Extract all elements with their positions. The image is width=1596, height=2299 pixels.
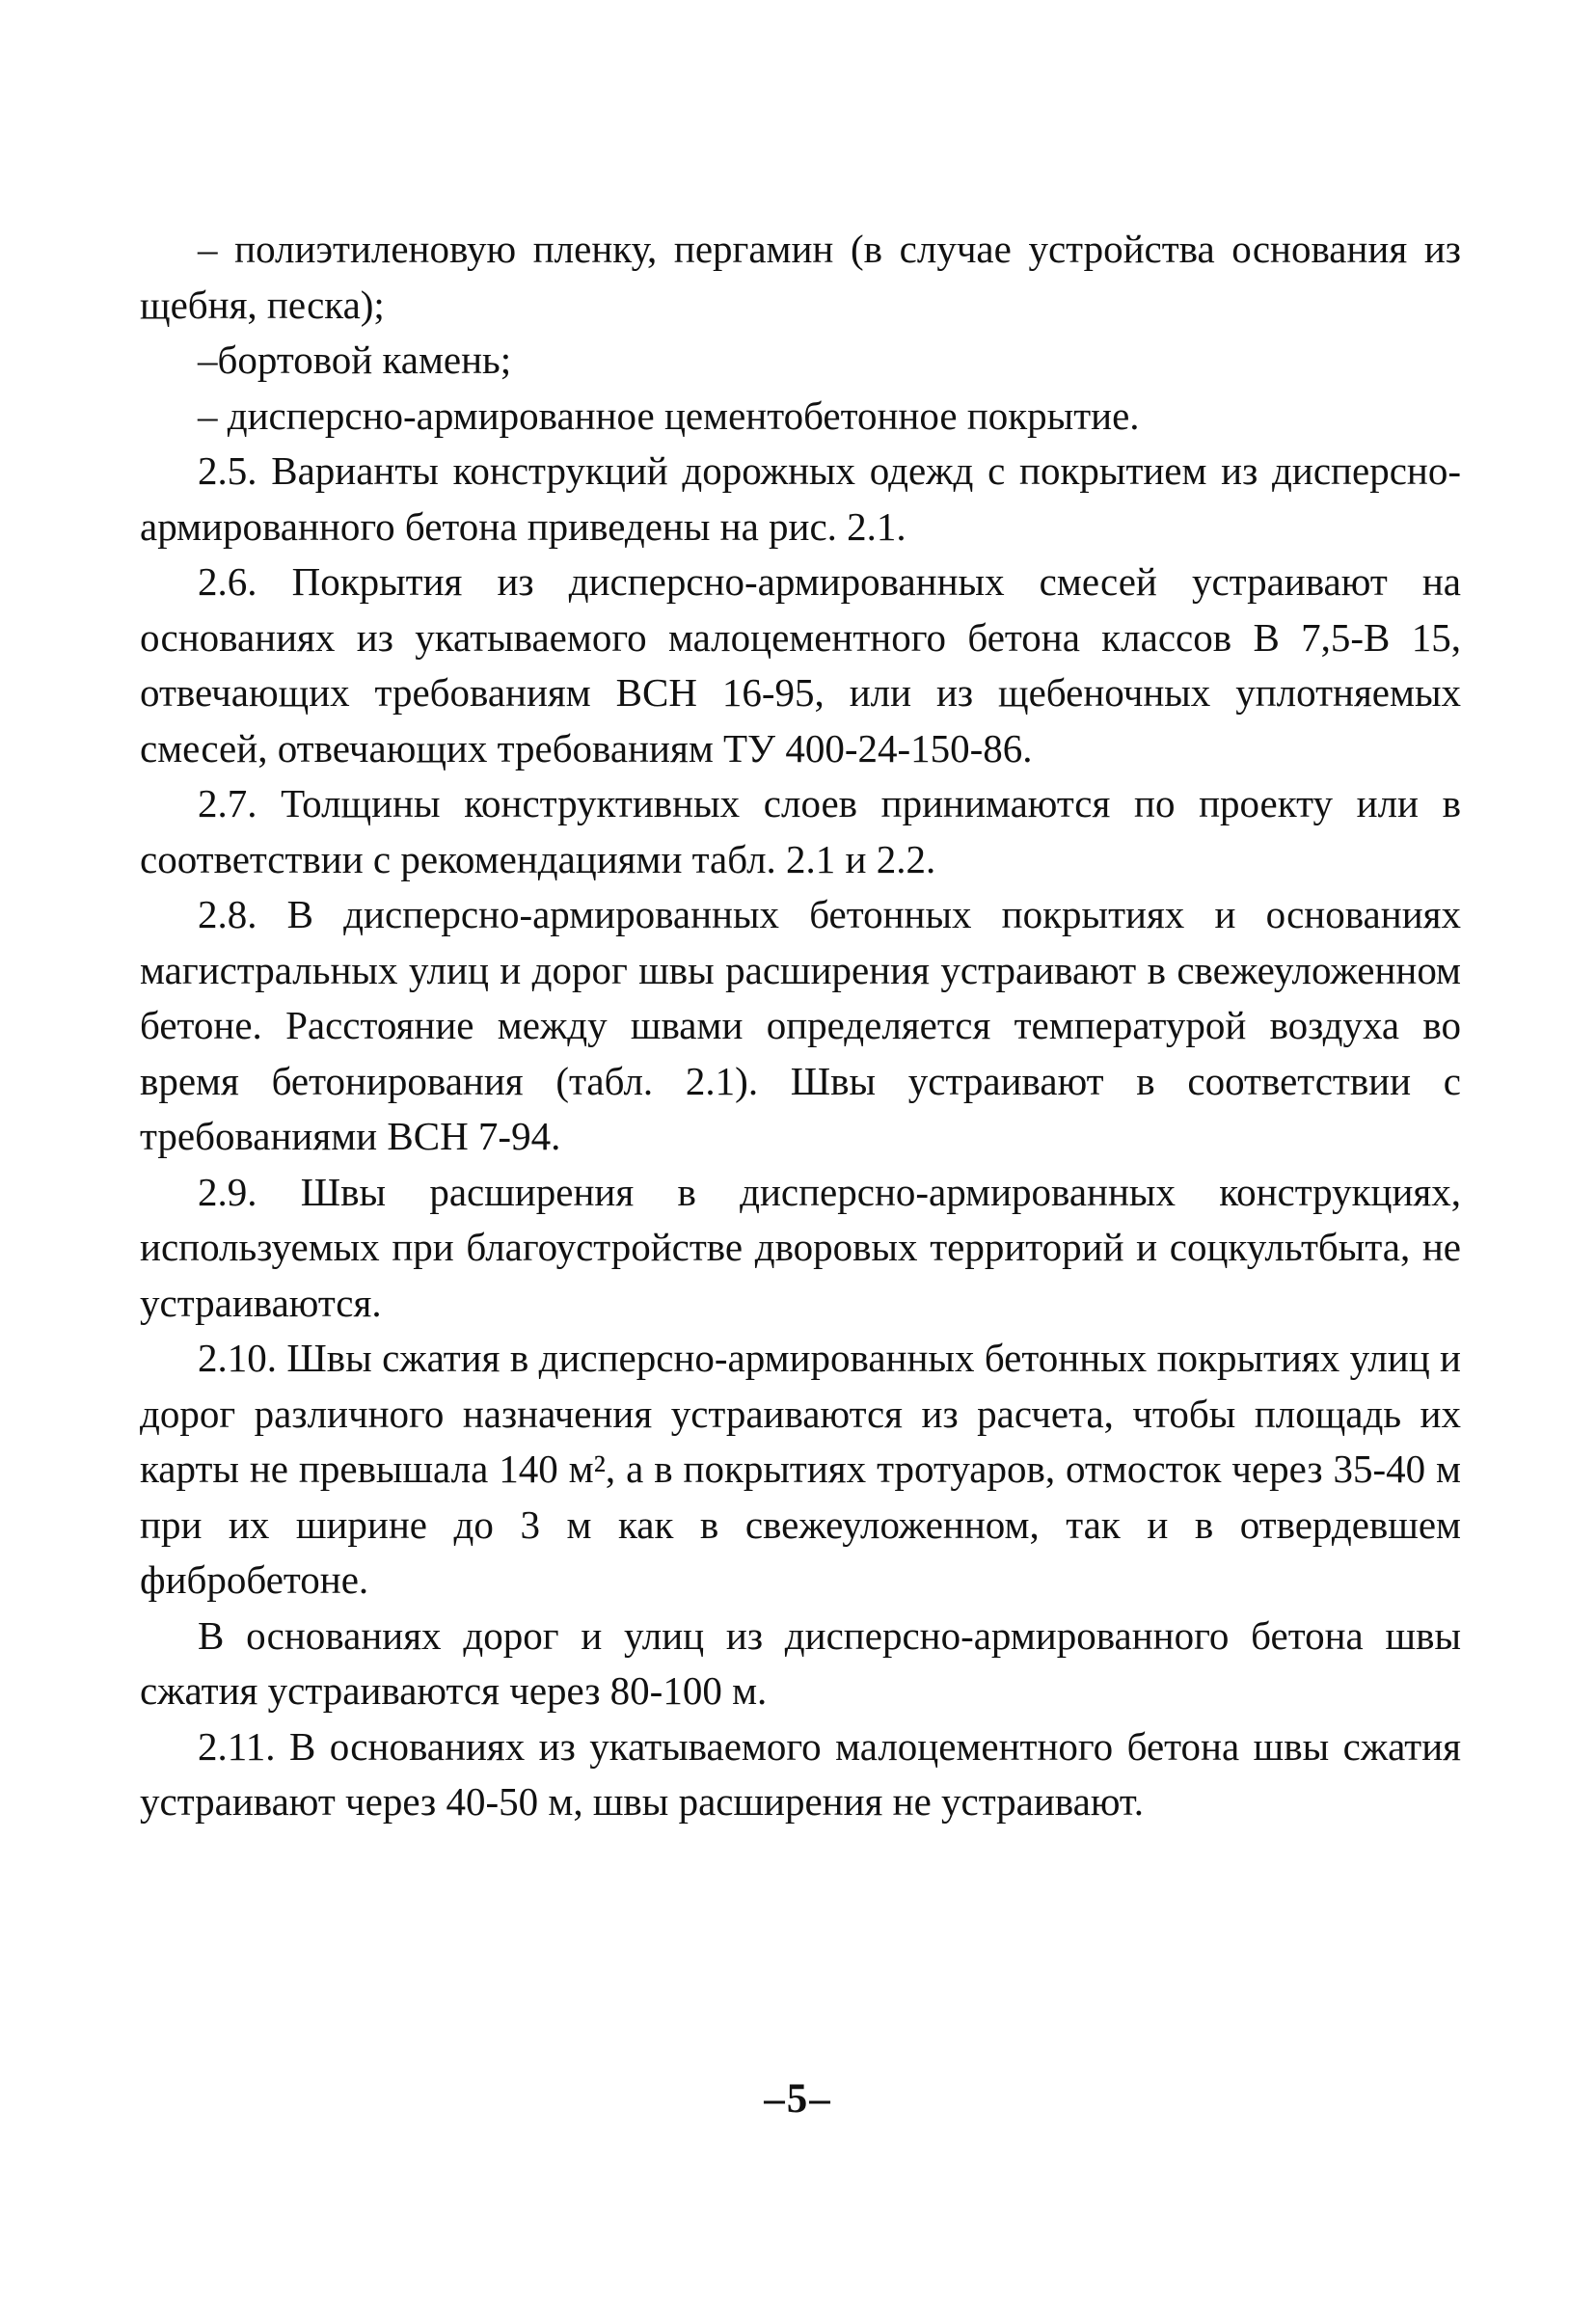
paragraph-2-5: 2.5. Варианты конструкций дорожных одежд с покрытием из дисперсно-армированного бетона приведены на рис. 2.1. (140, 448, 1461, 549)
page-number: –5– (764, 2076, 832, 2122)
list-item-concrete-pavement: – дисперсно-армированное цементобетонное покрытие. (198, 392, 1140, 438)
paragraph-2-9: 2.9. Швы расширения в дисперсно-армированных конструкциях, используемых при благоустройстве дворовых территорий и соцкультбыта, не устраиваются. (140, 1169, 1461, 1325)
list-item-polyethylene: – полиэтиленовую пленку, пергамин (в случае устройства основания из щебня, песка); (140, 227, 1461, 327)
paragraph-2-6: 2.6. Покрытия из дисперсно-армированных смесей устраивают на основаниях из укатываемого малоцементного бетона классов В 7,5-В 15, отвечающих требованиям ВСН 16-95, или из щебеночных уплотняемых смесей, отвечающих требованиям ТУ 400-24-150-86. (140, 559, 1461, 771)
paragraph-2-11: 2.11. В основаниях из укатываемого малоцементного бетона швы сжатия устраивают через 40-50 м, швы расширения не устраивают. (140, 1723, 1461, 1824)
list-item-curb-stone: –бортовой камень; (198, 338, 512, 382)
paragraph-2-10-continued: В основаниях дорог и улиц из дисперсно-армированного бетона швы сжатия устраиваются через 80-100 м. (140, 1612, 1461, 1713)
paragraph-2-7: 2.7. Толщины конструктивных слоев принимаются по проекту или в соответствии с рекомендациями табл. 2.1 и 2.2. (140, 781, 1461, 881)
paragraph-2-8: 2.8. В дисперсно-армированных бетонных покрытиях и основаниях магистральных улиц и дорог швы расширения устраивают в свежеуложенном бетоне. Расстояние между швами определяется температурой воздуха во время бетонирования (табл. 2.1). Швы устраивают в соответствии с требованиями ВСН 7-94. (140, 892, 1461, 1158)
paragraph-2-10: 2.10. Швы сжатия в дисперсно-армированных бетонных покрытиях улиц и дорог различного назначения устраиваются из расчета, чтобы площадь их карты не превышала 140 м², а в покрытиях тротуаров, отмосток через 35-40 м при их ширине до 3 м как в свежеуложенном, так и в отвердевшем фибробетоне. (140, 1336, 1461, 1602)
document-body (140, 222, 1461, 1830)
